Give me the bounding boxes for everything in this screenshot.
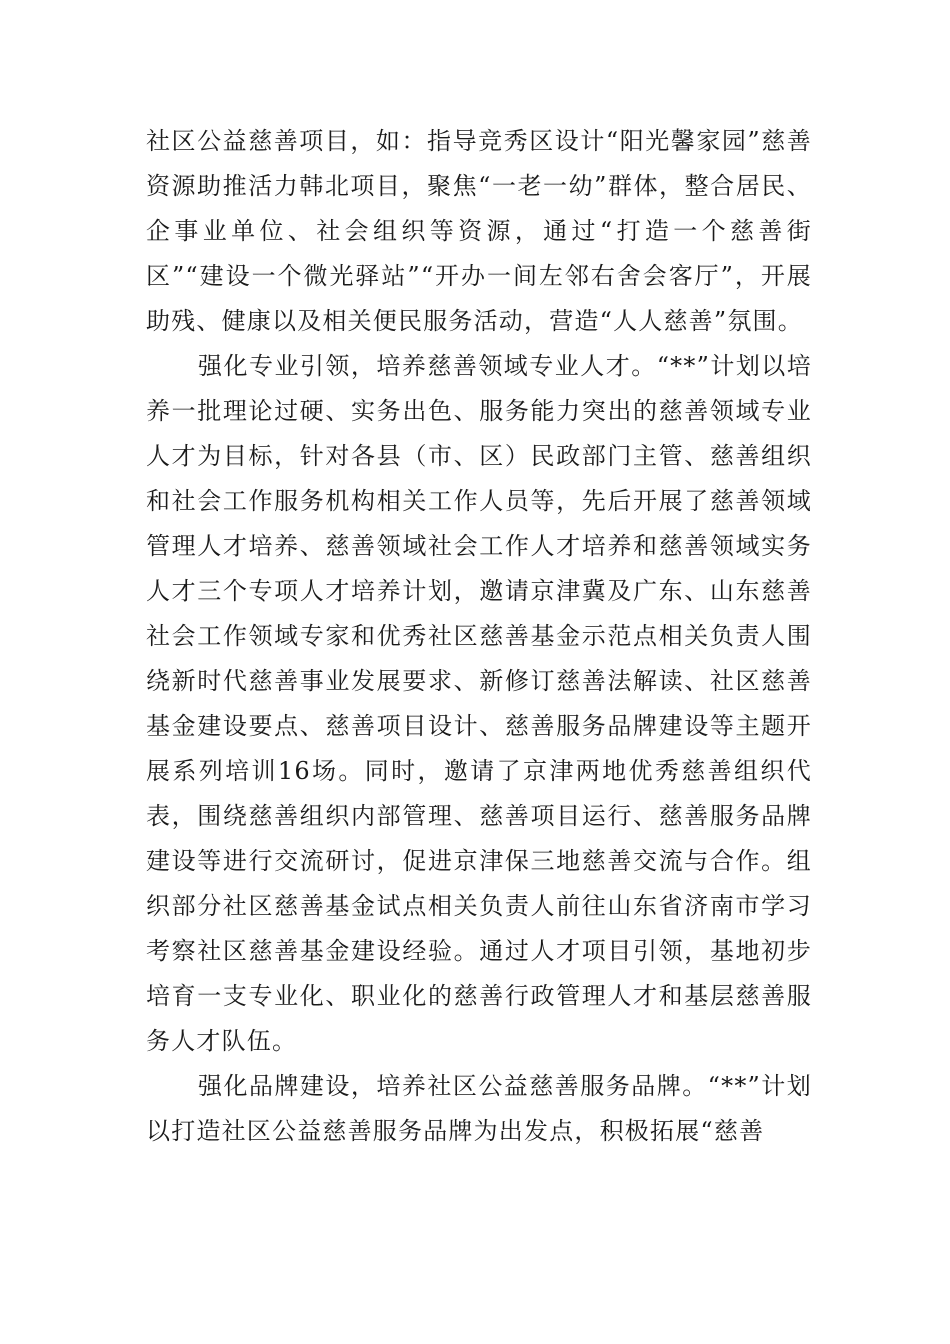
document-body — [146, 119, 812, 1154]
paragraph-brand-building: 强化品牌建设，培养社区公益慈善服务品牌。“**”计划以打造社区公益慈善服务品牌为出发点，积极拓展“慈善 — [146, 1072, 812, 1145]
paragraph-professional-talent: 强化专业引领，培养慈善领域专业人才。“**”计划以培养一批理论过硬、实务出色、服务能力突出的慈善领域专业人才为目标，针对各县（市、区）民政部门主管、慈善组织和社会工作服务机构相关工作人员等，先后开展了慈善领域管理人才培养、慈善领域社会工作人才培养和慈善领域实务人才三个专项人才培养计划，邀请京津冀及广东、山东慈善社会工作领域专家和优秀社区慈善基金示范点相关负责人围绕新时代慈善事业发展要求、新修订慈善法解读、社区慈善基金建设要点、慈善项目设计、慈善服务品牌建设等主题开展系列培训16场。同时，邀请了京津两地优秀慈善组织代表，围绕慈善组织内部管理、慈善项目运行、慈善服务品牌建设等进行交流研讨，促进京津保三地慈善交流与合作。组织部分社区慈善基金试点相关负责人前往山东省济南市学习考察社区慈善基金建设经验。通过人才项目引领，基地初步培育一支专业化、职业化的慈善行政管理人才和基层慈善服务人才队伍。 — [146, 352, 812, 1055]
paragraph-community-charity-project: 社区公益慈善项目，如：指导竞秀区设计“阳光馨家园”慈善资源助推活力韩北项目，聚焦“一老一幼”群体，整合居民、企事业单位、社会组织等资源，通过“打造一个慈善街区”“建设一个微光驿站”“开办一间左邻右舍会客厅”，开展助残、健康以及相关便民服务活动，营造“人人慈善”氛围。 — [146, 127, 812, 335]
